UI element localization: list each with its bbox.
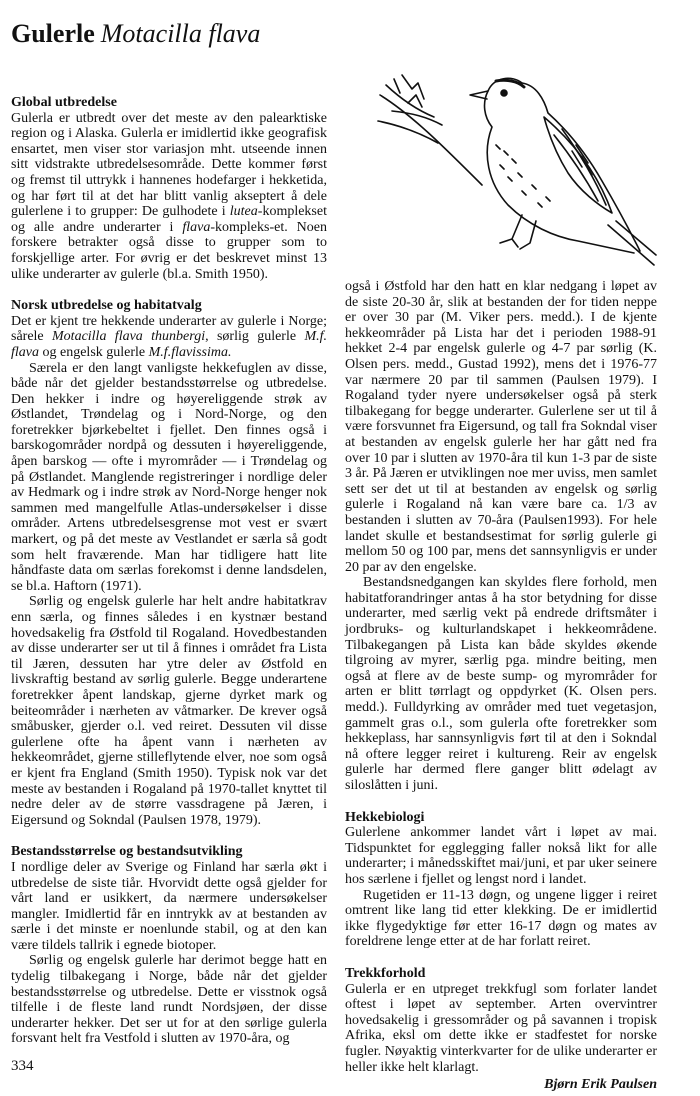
section-heading-migration: Trekkforhold [345, 965, 426, 981]
section-heading-population: Bestandsstørrelse og bestandsutvikling [11, 844, 243, 860]
latin-name: Motacilla flava [100, 19, 261, 48]
author-signature: Bjørn Erik Paulsen [544, 1077, 657, 1093]
norway-paragraph-2: Særela er den langt vanligste hekkefuglen av disse, både når det gjelder bestandsstørrelse og utbredelse. Den hekker i indre og høyereliggende strøk av Østlandet, Trøndelag og i Nord-Norge, og den foretrekker bjørkebeltet i fjellet. Den finnes også i barskogområder nordpå og dessuten i høyereliggende, åpen barskog — ofte i myrområder — i Trøndelag og på Østlandet. Manglende registreringer i nordlige deler av Hedmark og i indre strøk av Nord-Norge henger nok sammen med mangelfulle Atlas-undersøkelser i disse områder. Artens utbredelsesgrense mot vest er svært markert, og på det meste av Vestlandet er særla så godt som helt fraværende. Man har tidligere hatt lite håndfaste data om særlas forekomst i denne landsdelen, se bl.a. Haftorn (1971). [11, 360, 327, 594]
breeding-paragraph-1: Gulerlene ankommer landet vårt i løpet av mai. Tidspunktet for egglegging faller nokså likt for alle underarter; i månedsskiftet mai/juni, et par uker seinere hos særlene i fjellet og lengst nord i landet. [345, 825, 657, 887]
norway-paragraph-3: Sørlig og engelsk gulerle har helt andre habitatkrav enn særla, og finnes således i en kystnær bestand hovedsakelig fra Østfold til Rogaland. Hovedbestanden av disse underarter ser ut til å finnes i området fra Lista til Jæren, dessuten har ytre deler av Østfold en livskraftig bestand av sørlig gulerle. Begge underartene foretrekker åpent landskap, gjerne dyrket mark og beiteområder i nærheten av våtmarker. De krever også småbusker, gjerder o.l. ved reiret. Dessuten vil disse gulerlene ofte ha åpent vann i nærheten av hekkeområdet, gjerne stilleflytende elver, noe som også er kjent fra England (Smith 1950). Typisk nok var det meste av bestanden i Rogaland på 1970-tallet knyttet til nedre deler av de større vassdragene på Jæren, i Eigersund og Sokndal (Paulsen 1978, 1979). [11, 594, 327, 828]
section-heading-global: Global utbredelse [11, 95, 117, 110]
migration-paragraph: Gulerla er en utpreget trekkfugl som forlater landet oftest i løpet av september. Arten overvintrer hovedsakelig i gressområder og på savannen i tropisk Afrika, eksl om dette ikke er stadfestet for norske fugler. Nøyaktig vinterkvarter for de ulike underarter er heller ikke helt klarlagt. [345, 981, 657, 1075]
norway-paragraph-1: Det er kjent tre hekkende underarter av gulerle i Norge; sårele Motacilla flava thunbergi, sørlig gulerle M.f. flava og engelsk gulerle M.f.flavissima. [11, 313, 327, 360]
population-paragraph-1: I nordlige deler av Sverige og Finland har særla økt i utbredelse de siste tiår. Hvorvidt dette også gjelder for vårt land er usikkert, da nærmere undersøkelser mangler. Imidlertid får en inntrykk av at bestanden av særle i det minste er noenlunde stabil, og at den kan være tildels tallrik i egnede biotoper. [11, 859, 327, 953]
page-title [11, 18, 260, 50]
population-paragraph-2-continued: også i Østfold har den hatt en klar nedgang i løpet av de siste 20-30 år, slik at bestanden der for tiden neppe er over 30 par (M. Viker pers. medd.). I de kjente hekkeområder på Lista har det i perioden 1988-91 hekket 2-4 par engelsk gulerle og 4-7 par sørlig (K. Olsen pers. medd., Gustad 1992), mens det i 1976-77 var nærmere 20 par til sammen (Paulsen 1979). I Rogaland tyder nyere undersøkelser også på sterk tilbakegang for begge underarter. Gulerlene ser ut til å være forsvunnet fra Eigersund, og tall fra Sokndal viser at bestanden av engelsk gulerle her har gått ned fra over 10 par i slutten av 1970-åra til kun 1-3 par de siste 3 år. På Jæren er utviklingen noe mer uviss, men samlet sett ser det ut til at bestanden av engelsk og sørlig gulerle i Rogaland nå kan være bare ca. 1/3 av bestanden i slutten av 70-åra (Paulsen1993). For hele landet skulle et bestandsestimat for sørlig gulerle gi mellom 50 og 100 par, mens det sannsynligvis er under 20 par av den engelske. [345, 279, 657, 575]
common-name: Gulerle [11, 19, 95, 48]
wagtail-illustration [372, 55, 657, 270]
population-paragraph-2: Sørlig og engelsk gulerle har derimot begge hatt en tydelig tilbakegang i Norge, både når det gjelder bestandsstørrelse og utbredelse. Dette er visstnok også tilfelle i de fleste land rundt Nordsjøen, der disse underarter hekker. Det ser ut for at den sørlige gulerla forsvant helt fra Vestfold i slutten av 1970-åra, og [11, 953, 327, 1047]
section-heading-norway: Norsk utbredelse og habitatvalg [11, 298, 202, 314]
population-paragraph-3: Bestandsnedgangen kan skyldes flere forhold, men habitatforandringer antas å ha stor betydning for disse underarter, med særlig vekt på endrede driftsmåter i jordbruks- og kulturlandskapet i hekkeområdene. Tilbakegangen på Lista kan både skyldes økende tilgroing av myrer, særlig pga. mindre beiting, men også at flere av de beste sump- og myrområder for arten er blitt tørrlagt og oppdyrket (K. Olsen pers. medd.). Fulldyrking av områder med tuet vegetasjon, gammelt gras o.l., som gulerla ofte foretrekker som hekkeplass, har sannsynligvis ført til at den i Sokndal nå oftere legger reiret i kultureng. Reir av engelsk gulerle har dermed flere ganger blitt ødelagt av siloslåtten i juni. [345, 575, 657, 793]
page-number: 334 [11, 1058, 34, 1074]
section-heading-breeding: Hekkebiologi [345, 809, 425, 825]
breeding-paragraph-2: Rugetiden er 11-13 døgn, og ungene ligger i reiret omtrent like lang tid etter klekking. De er imidlertid ikke flygedyktige før etter 16-17 døgn og mates av foreldrene lenge etter at de har forlatt reiret. [345, 887, 657, 950]
global-paragraph: Gulerla er utbredt over det meste av den palearktiske region og i Alaska. Gulerla er imidlertid ikke geografisk ensartet, men viser stor variasjon mht. utseende innen sitt vidstrakte utbredelsesområde. Dette kommer først og fremst til uttrykk i hannenes hodefarger i hekketida, og har ført til at det har blitt vanlig akseptert å dele gulerlene i to grupper: De gulhodete i lutea-komplekset og alle andre underarter i flava-kompleks-et. Noen forskere betrakter også disse to grupper som to forskjellige arter. For øvrig er det beskrevet minst 13 ulike underarter av gulerle (bl.a. Smith 1950). [11, 110, 327, 282]
right-column [345, 279, 657, 1093]
left-column [11, 95, 327, 1047]
